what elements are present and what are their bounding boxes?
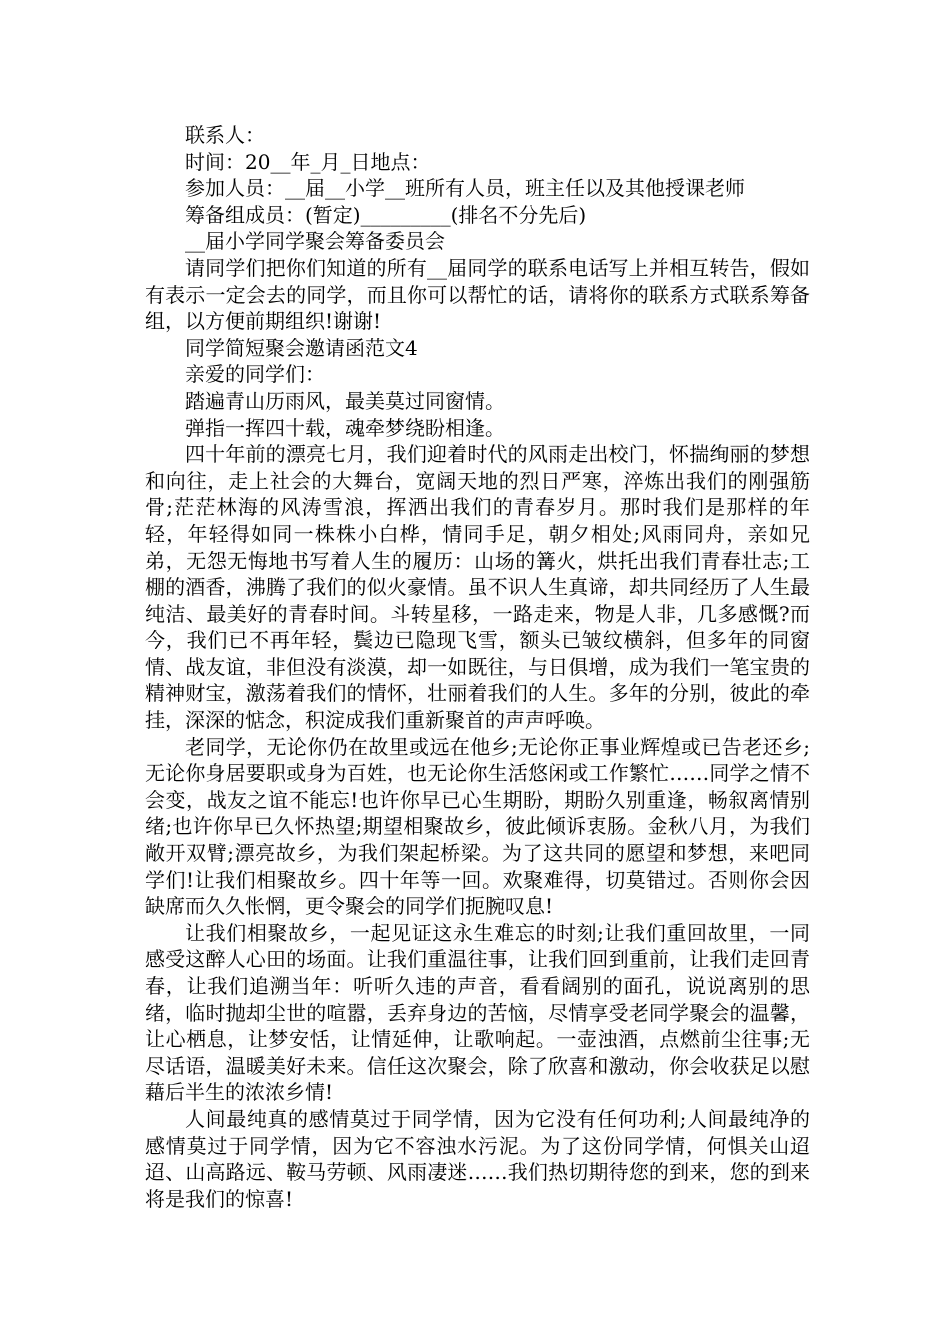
contact-request-paragraph: 请同学们把你们知道的所有__届同学的联系电话写上并相互转告，假如有表示一定会去的同学，而且你可以帮忙的话，请将你的联系方式联系筹备组，以方便前期组织!谢谢!: [145, 255, 810, 334]
section-title: 同学简短聚会邀请函范文4: [185, 335, 418, 360]
body-paragraph-2: 老同学，无论你仍在故里或远在他乡;无论你正事业辉煌或已告老还乡;无论你身居要职或身为百姓，也无论你生活悠闲或工作繁忙……同学之情不会变，战友之谊不能忘!也许你早已心生期盼，期盼久别重逢，畅叙离情别绪;也许你早已久怀热望;期望相聚故乡，彼此倾诉衷肠。金秋八月，为我们敞开双臂;漂亮故乡，为我们架起桥梁。为了这共同的愿望和梦想，来吧同学们!让我们相聚故乡。四十年等一回。欢聚难得，切莫错过。否则你会因缺席而久久怅惘，更令聚会的同学们扼腕叹息!: [145, 734, 810, 919]
time-place-line: 时间：20__年_月_日地点：: [185, 149, 431, 174]
committee-name-line: __届小学同学聚会筹备委员会: [185, 229, 445, 254]
body-paragraph-3: 让我们相聚故乡，一起见证这永生难忘的时刻;让我们重回故里，一同感受这醉人心田的场面。让我们重温往事，让我们回到重前，让我们走回青春，让我们追溯当年：听听久违的声音，看看阔别的面孔，说说离别的思绪，临时抛却尘世的喧嚣，丢弃身边的苦恼，尽情享受老同学聚会的温馨，让心栖息，让梦安恬，让情延伸，让歌响起。一壶浊酒，点燃前尘往事;无尽话语，温暖美好未来。信任这次聚会，除了欣喜和激动，你会收获足以慰藉后半生的浓浓乡情!: [145, 920, 810, 1105]
body-paragraph-4: 人间最纯真的感情莫过于同学情，因为它没有任何功利;人间最纯净的感情莫过于同学情，因为它不容浊水污泥。为了这份同学情，何惧关山迢迢、山高路远、鞍马劳顿、风雨凄迷……我们热切期待您的到来，您的到来将是我们的惊喜!: [145, 1106, 810, 1211]
poem-line-1: 踏遍青山历雨风，最美莫过同窗情。: [185, 388, 505, 413]
document-body: [145, 122, 810, 1212]
participants-line: 参加人员：__届__小学__班所有人员，班主任以及其他授课老师: [185, 176, 745, 201]
body-paragraph-1: 四十年前的漂亮七月，我们迎着时代的风雨走出校门，怀揣绚丽的梦想和向往，走上社会的大舞台，宽阔天地的烈日严寒，淬炼出我们的刚强筋骨;茫茫林海的风涛雪浪，挥洒出我们的青春岁月。那时我们是那样的年轻，年轻得如同一株株小白桦，情同手足，朝夕相处;风雨同舟，亲如兄弟，无怨无悔地书写着人生的履历：山场的篝火，烘托出我们青春壮志;工棚的酒香，沸腾了我们的似火豪情。虽不识人生真谛，却共同经历了人生最纯洁、最美好的青春时间。斗转星移，一路走来，物是人非，几多感慨?而今，我们已不再年轻，鬓边已隐现飞雪，额头已皱纹横斜，但多年的同窗情、战友谊，非但没有淡漠，却一如既往，与日俱增，成为我们一笔宝贵的精神财宝，激荡着我们的情怀，壮丽着我们的人生。多年的分别，彼此的牵挂，深深的惦念，积淀成我们重新聚首的声声呼唤。: [145, 442, 810, 733]
organizing-members-line: 筹备组成员：(暂定)_________(排名不分先后): [185, 202, 587, 227]
poem-line-2: 弹指一挥四十载，魂牵梦绕盼相逢。: [185, 415, 505, 440]
salutation: 亲爱的同学们：: [185, 362, 325, 387]
contact-person-line: 联系人：: [185, 123, 265, 147]
